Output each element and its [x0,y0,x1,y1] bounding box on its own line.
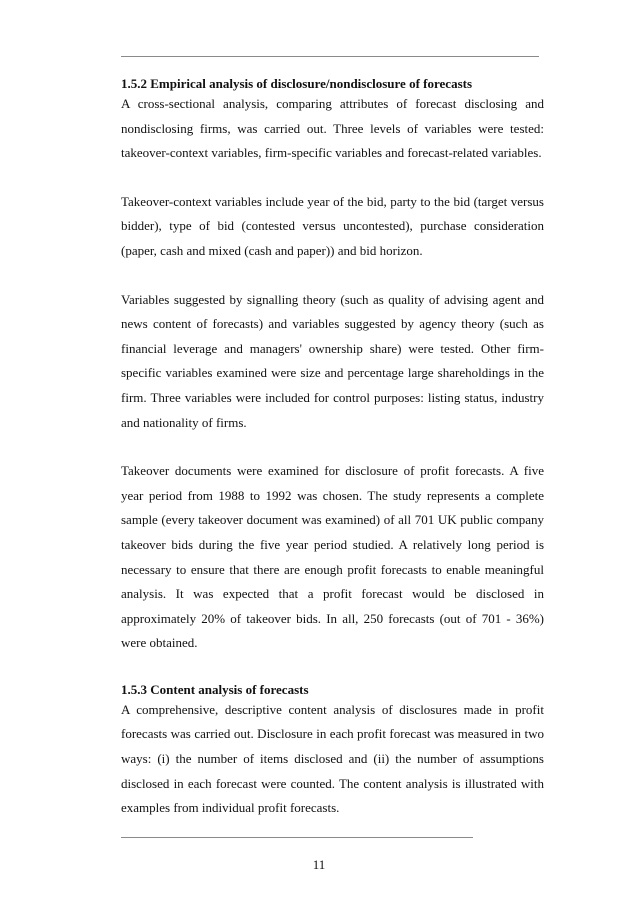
paragraph-gap [121,264,544,288]
paragraph: Variables suggested by signalling theory (such as quality of advising agent and news content of forecasts) and variables suggested by agency theory (such as financial leverage and managers' ownership share) were tested. Other firm-specific variables examined were size and percentage large shareholdings in the firm. Three variables were included for control purposes: listing status, industry and nationality of firms. [121,291,544,430]
page-body [121,75,544,821]
paragraph: A cross-sectional analysis, comparing attributes of forecast disclosing and nondisclosing firms, was carried out. Three levels of variables were tested: takeover-context variables, firm-specific variables and forecast-related variables. [121,96,544,161]
page-number: 11 [312,857,326,872]
section-heading-1-5-2: 1.5.2 Empirical analysis of disclosure/nondisclosure of forecasts [121,76,473,91]
paragraph-gap [121,166,544,190]
paragraph: Takeover documents were examined for disclosure of profit forecasts. A five year period from 1988 to 1992 was chosen. The study represents a complete sample (every takeover document was examined) of all 701 UK public company takeover bids during the five year period studied. A relatively long period is necessary to ensure that there are enough profit forecasts to enable meaningful analysis. It was expected that a profit forecast would be disclosed in approximately 20% of takeover bids. In all, 250 forecasts (out of 701 - 36%) were obtained. [121,463,544,651]
section-heading-1-5-3: 1.5.3 Content analysis of forecasts [121,681,309,697]
paragraph: Takeover-context variables include year of the bid, party to the bid (target versus bidder), type of bid (contested versus uncontested), purchase consideration (paper, cash and mixed (cash and paper)) and bid horizon. [121,193,544,258]
paragraph-gap [121,656,544,681]
paragraph-gap [121,435,544,459]
footer-rule [121,837,473,838]
paragraph: A comprehensive, descriptive content analysis of disclosures made in profit forecasts was carried out. Disclosure in each profit forecast was measured in two ways: (i) the number of items disclosed and (ii) the number of assumptions disclosed in each forecast were counted. The content analysis is illustrated with examples from individual profit forecasts. [121,701,544,816]
header-rule [121,56,539,57]
